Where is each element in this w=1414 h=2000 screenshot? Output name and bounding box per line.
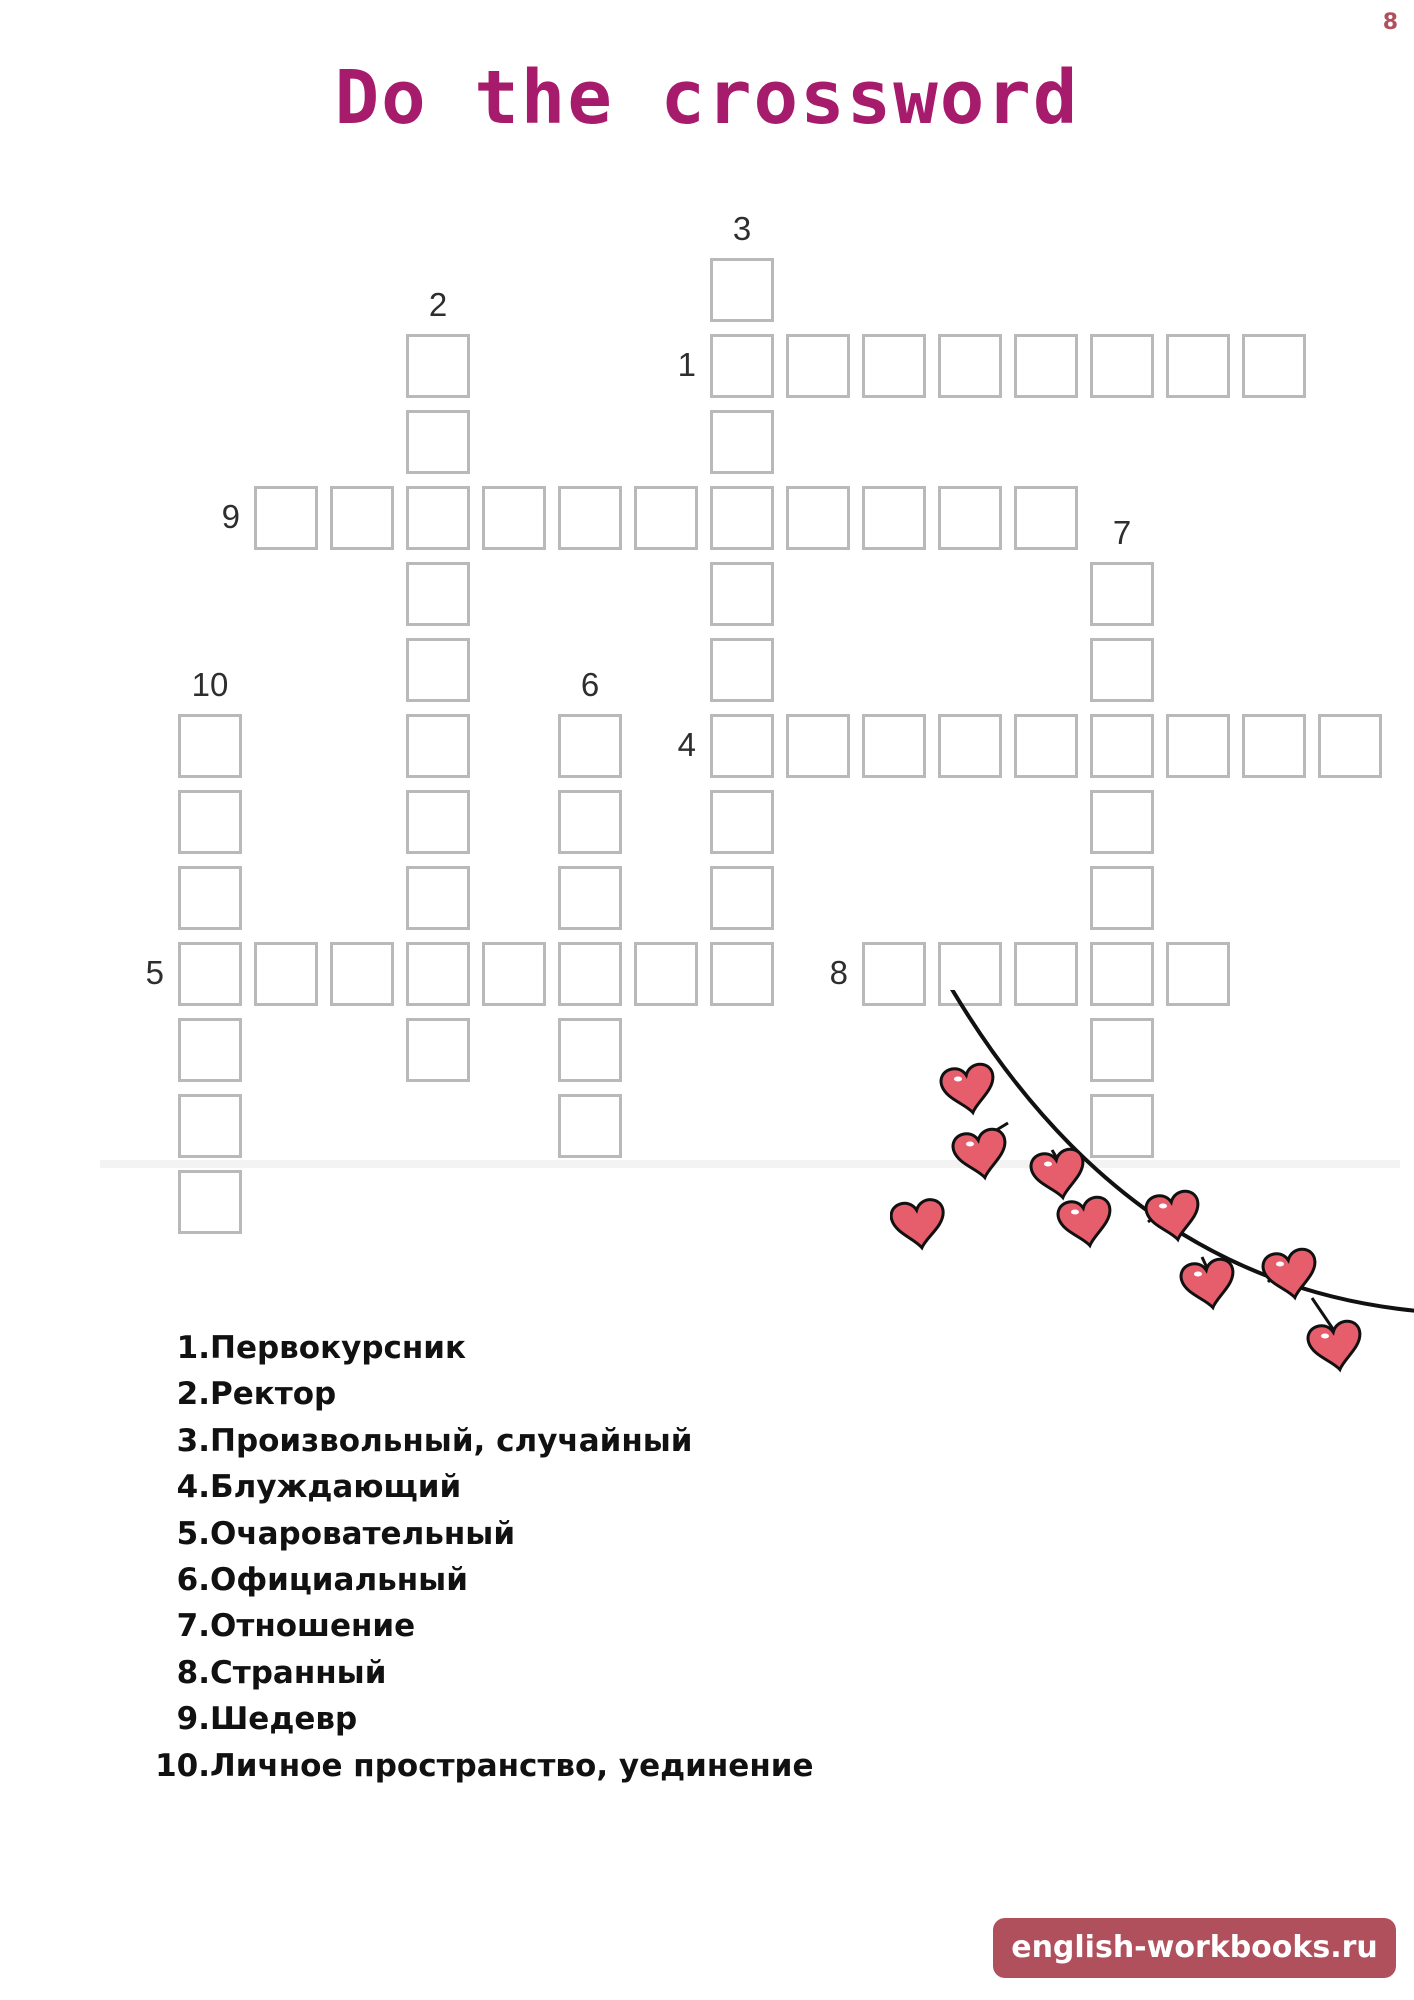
crossword-cell[interactable] (862, 486, 926, 550)
heart-shine (1276, 1262, 1284, 1267)
crossword-cell[interactable] (558, 1094, 622, 1158)
crossword-cell[interactable] (710, 638, 774, 702)
clue-item-number: 1. (176, 1330, 210, 1366)
clue-item (150, 1325, 814, 1371)
crossword-cell[interactable] (406, 486, 470, 550)
clue-number-3: 3 (732, 210, 752, 247)
clue-item (150, 1743, 814, 1789)
clue-item-text: Первокурсник (210, 1330, 467, 1366)
heart-shine (1071, 1210, 1079, 1215)
clue-number-1: 1 (677, 346, 696, 383)
crossword-cell[interactable] (786, 714, 850, 778)
crossword-cell[interactable] (254, 942, 318, 1006)
clue-number-9: 9 (221, 498, 240, 535)
clue-item-text: Официальный (210, 1561, 468, 1598)
crossword-cell[interactable] (786, 486, 850, 550)
crossword-cell[interactable] (634, 486, 698, 550)
crossword-cell[interactable] (406, 714, 470, 778)
clue-list (150, 1325, 814, 1789)
crossword-cell[interactable] (634, 942, 698, 1006)
crossword-cell[interactable] (558, 790, 622, 854)
crossword-cell[interactable] (862, 334, 926, 398)
crossword-cell[interactable] (406, 334, 470, 398)
crossword-cell[interactable] (178, 1170, 242, 1234)
clue-number-7: 7 (1112, 514, 1132, 551)
site-badge[interactable]: english-workbooks.ru (993, 1918, 1396, 1978)
crossword-cell[interactable] (1014, 486, 1078, 550)
heart-shine (1321, 1334, 1329, 1339)
crossword-cell[interactable] (710, 410, 774, 474)
crossword-cell[interactable] (938, 486, 1002, 550)
crossword-cell[interactable] (710, 562, 774, 626)
heart-shine (954, 1077, 962, 1082)
clue-item-number: 8. (176, 1654, 210, 1691)
crossword-cell[interactable] (786, 334, 850, 398)
crossword-cell[interactable] (178, 790, 242, 854)
crossword-cell[interactable] (406, 942, 470, 1006)
crossword-cell[interactable] (1242, 334, 1306, 398)
crossword-cell[interactable] (558, 1018, 622, 1082)
clue-item-text: Блуждающий (210, 1469, 462, 1506)
crossword-cell[interactable] (1014, 334, 1078, 398)
clue-number-2: 2 (428, 286, 448, 323)
clue-item-number: 6. (176, 1561, 210, 1598)
clue-item-text: Странный (210, 1654, 387, 1691)
clue-item-text: Очаровательный (210, 1515, 516, 1552)
heart-icon (1056, 1195, 1116, 1250)
clue-item-text: Шедевр (210, 1701, 358, 1738)
clue-item-number: 2. (176, 1376, 210, 1413)
crossword-cell[interactable] (938, 334, 1002, 398)
crossword-cell[interactable] (178, 1018, 242, 1082)
clue-item (150, 1371, 814, 1417)
clue-item-text: Отношение (210, 1608, 416, 1645)
clue-item-number: 10. (155, 1747, 210, 1784)
crossword-cell[interactable] (178, 866, 242, 930)
crossword-cell[interactable] (710, 942, 774, 1006)
clue-item (150, 1511, 814, 1557)
crossword-cell[interactable] (178, 714, 242, 778)
crossword-cell[interactable] (710, 258, 774, 322)
clue-item (150, 1418, 814, 1464)
clue-item-text: Личное пространство, уединение (210, 1747, 814, 1784)
crossword-cell[interactable] (1014, 714, 1078, 778)
crossword-cell[interactable] (862, 714, 926, 778)
crossword-cell[interactable] (710, 334, 774, 398)
heart-icon (1306, 1319, 1366, 1374)
clue-item-number: 7. (176, 1608, 210, 1645)
crossword-cell[interactable] (330, 486, 394, 550)
clue-item (150, 1464, 814, 1510)
heart-shine (966, 1142, 974, 1147)
crossword-cell[interactable] (1242, 714, 1306, 778)
clue-item (150, 1650, 814, 1696)
crossword-cell[interactable] (558, 942, 622, 1006)
crossword-cell[interactable] (710, 866, 774, 930)
heart-icon (1261, 1247, 1321, 1302)
clue-item-number: 3. (176, 1422, 210, 1459)
heart-icon (951, 1127, 1011, 1182)
clue-number-10: 10 (191, 666, 229, 703)
crossword-cell[interactable] (558, 486, 622, 550)
heart-shine (1194, 1272, 1202, 1277)
crossword-cell[interactable] (1090, 714, 1154, 778)
crossword-cell[interactable] (710, 714, 774, 778)
crossword-cell[interactable] (406, 638, 470, 702)
crossword-cell[interactable] (406, 866, 470, 930)
clue-item (150, 1603, 814, 1649)
page-title: Do the crossword (334, 55, 1080, 141)
crossword-cell[interactable] (482, 942, 546, 1006)
clue-number-8: 8 (829, 954, 848, 991)
page-number: 8 (1382, 10, 1398, 35)
crossword-cell[interactable] (1318, 714, 1382, 778)
crossword-cell[interactable] (406, 1018, 470, 1082)
crossword-cell[interactable] (178, 942, 242, 1006)
heart-icon (890, 1198, 948, 1251)
clue-item-text: Произвольный, случайный (210, 1422, 693, 1459)
clue-item-text: Ректор (210, 1376, 337, 1413)
crossword-cell[interactable] (558, 866, 622, 930)
clue-item (150, 1696, 814, 1742)
crossword-cell[interactable] (254, 486, 318, 550)
crossword-cell[interactable] (938, 714, 1002, 778)
heart-garland-icon (890, 990, 1414, 1440)
crossword-cell[interactable] (1090, 866, 1154, 930)
crossword-cell[interactable] (406, 562, 470, 626)
heart-shine (1159, 1204, 1167, 1209)
crossword-cell[interactable] (1090, 638, 1154, 702)
clue-item-number: 4. (176, 1469, 210, 1506)
heart-icon (1029, 1147, 1089, 1202)
clue-item-number: 9. (176, 1701, 210, 1738)
clue-number-5: 5 (145, 954, 164, 991)
crossword-cell[interactable] (1166, 714, 1230, 778)
heart-icon (1179, 1257, 1239, 1312)
crossword-cell[interactable] (1090, 334, 1154, 398)
crossword-cell[interactable] (330, 942, 394, 1006)
crossword-cell[interactable] (482, 486, 546, 550)
heart-shine (1044, 1162, 1052, 1167)
clue-item (150, 1557, 814, 1603)
crossword-cell[interactable] (1166, 334, 1230, 398)
crossword-cell[interactable] (710, 486, 774, 550)
crossword-cell[interactable] (1090, 562, 1154, 626)
heart-icon (939, 1062, 999, 1117)
clue-number-4: 4 (677, 726, 696, 763)
crossword-cell[interactable] (1090, 790, 1154, 854)
heart-icon (1144, 1189, 1204, 1244)
clue-item-number: 5. (176, 1515, 210, 1552)
crossword-cell[interactable] (710, 790, 774, 854)
clue-number-6: 6 (580, 666, 600, 703)
crossword-cell[interactable] (178, 1094, 242, 1158)
crossword-cell[interactable] (558, 714, 622, 778)
crossword-cell[interactable] (406, 790, 470, 854)
crossword-cell[interactable] (406, 410, 470, 474)
